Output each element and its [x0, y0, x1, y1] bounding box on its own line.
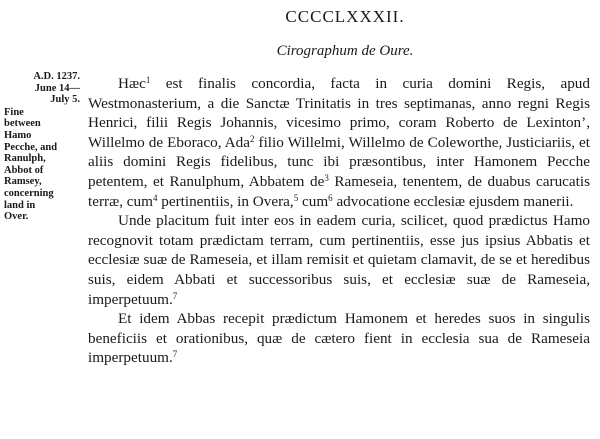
- footnote-marker: 2: [250, 133, 255, 144]
- margin-desc-line: Fine: [4, 106, 24, 118]
- charter-title: Cirographum de Oure.: [276, 43, 414, 59]
- footnote-marker: 3: [324, 172, 329, 183]
- text-run: advocatione ecclesiæ ejusdem manerii.: [332, 192, 574, 210]
- text-run: filio Willelmi, Willelmo de Coleworthe, Justiciariis, et aliis domini Regis fidelibus, tunc ibi præsontibus, inter Hamonem Pecche petentem, et Ranulphum, Abbatem de: [88, 133, 590, 190]
- margin-date-line: A.D. 1237.: [33, 71, 80, 82]
- paragraph-3: [88, 309, 590, 368]
- margin-date-line: June 14—: [34, 82, 80, 94]
- paragraph-1: [88, 74, 590, 211]
- footnote-marker: 7: [172, 290, 178, 301]
- footnote-marker: 7: [172, 349, 178, 360]
- charter-body: [88, 74, 590, 368]
- text-run: Rameseia, tenentem, de duabus carucatis terræ, cum: [88, 172, 590, 210]
- margin-desc-line: Pecche, and: [4, 141, 58, 153]
- text-run: cum: [298, 192, 329, 210]
- margin-date-line: July 5.: [50, 94, 80, 106]
- margin-desc-line: Ramsey,: [4, 176, 42, 188]
- charter-number-heading: CCCCLXXXII.: [285, 7, 405, 26]
- footnote-marker: 5: [293, 192, 299, 203]
- margin-desc-line: Ranulph,: [4, 153, 46, 165]
- margin-desc-line: Over.: [4, 211, 29, 223]
- text-run: Hæc: [118, 75, 146, 92]
- footnote-marker: 6: [328, 192, 333, 203]
- margin-note: [4, 71, 84, 223]
- footnote-marker: 4: [152, 192, 158, 203]
- margin-desc-line: Abbot of: [4, 164, 44, 176]
- text-run: pertinentiis, in Overa,: [157, 192, 294, 210]
- margin-description: [4, 107, 84, 223]
- text-run: Unde placitum fuit inter eos in eadem curia, scilicet, quod prædictus Hamo recognovit totam prædictam terram, cum pertinentiis, esse jus ipsius Abbatis et ecclesiæ suæ de Rameseia, et illam remisit et quietam clamavit, de se et heredibus suis, eidem Abbati et successoribus suis, et ecclesiæ suæ de Rameseia, imperpetuum.: [88, 212, 590, 308]
- margin-desc-line: concerning: [4, 187, 54, 199]
- text-run: Et idem Abbas recepit prædictum Hamonem et heredes suos in singulis beneficiis et orationibus, quæ de cætero fient in ecclesia sua de Rameseia imperpetuum.: [88, 310, 590, 367]
- margin-desc-line: Hamo: [4, 129, 32, 141]
- paragraph-2: [88, 211, 590, 309]
- margin-desc-line: land in: [4, 199, 36, 211]
- text-run: est finalis concordia, facta in curia domini Regis, apud Westmonasterium, a die Sanctæ Trinitatis in tres septimanas, anno regni Regis Henrici, filii Regis Johannis, vicesimo primo, coram Roberto de Lexinton’, Willelmo de Eboraco, Ada: [88, 75, 590, 151]
- margin-desc-line: between: [4, 118, 41, 130]
- footnote-marker: 1: [145, 75, 151, 85]
